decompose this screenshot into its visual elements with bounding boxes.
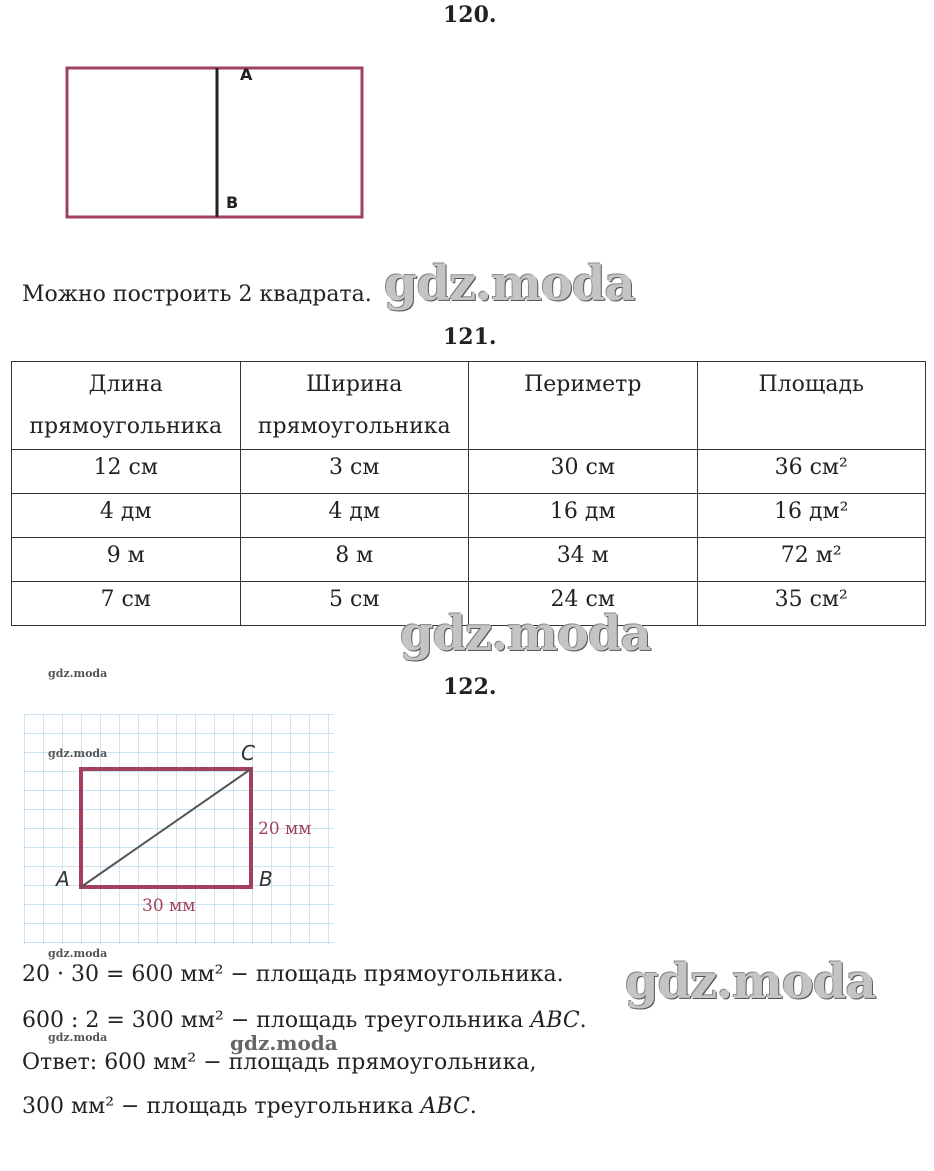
rectangle-outline xyxy=(67,68,362,217)
table-row xyxy=(12,538,926,582)
point-b-label: B xyxy=(226,193,239,212)
table-cell: 34 м xyxy=(469,538,698,582)
table-cell: 36 см² xyxy=(697,450,926,494)
answer-line-1: Ответ: 600 мм² − площадь прямоугольника, xyxy=(22,1050,537,1075)
table-cell: 35 см² xyxy=(697,582,926,626)
table-cell: 30 см xyxy=(469,450,698,494)
table-cell: 4 дм xyxy=(240,494,469,538)
table-cell: 16 дм xyxy=(469,494,698,538)
table-cell: 7 см xyxy=(12,582,241,626)
rectangles-table xyxy=(11,361,926,626)
watermark-2: gdz.moda xyxy=(400,606,651,662)
point-c-label: C xyxy=(241,741,255,765)
table-cell: 72 м² xyxy=(697,538,926,582)
problem-number-120: 120. xyxy=(443,2,497,28)
table-cell: 16 дм² xyxy=(697,494,926,538)
problem-number-121: 121. xyxy=(443,324,497,350)
header-length: Длина прямоугольника xyxy=(12,362,241,450)
watermark-1: gdz.moda xyxy=(384,256,635,312)
point-a-label: A xyxy=(56,867,70,891)
table-row xyxy=(12,494,926,538)
watermark-3: gdz.moda xyxy=(625,954,876,1010)
side-ab-length: 30 мм xyxy=(142,896,196,916)
solution-line-2: 600 : 2 = 300 мм² − площадь треугольника ABC. xyxy=(22,1008,587,1033)
point-a-label: A xyxy=(240,65,253,84)
watermark-small-4: gdz.moda xyxy=(48,1031,108,1044)
watermark-small-1: gdz.moda xyxy=(48,667,108,680)
table-cell: 8 м xyxy=(240,538,469,582)
table-row xyxy=(12,450,926,494)
table-cell: 24 см xyxy=(469,582,698,626)
table-cell: 4 дм xyxy=(12,494,241,538)
answer-line-2: 300 мм² − площадь треугольника ABC. xyxy=(22,1094,477,1119)
header-perimeter: Периметр xyxy=(469,362,698,450)
answer-120: Можно построить 2 квадрата. xyxy=(22,282,372,307)
point-b-label: B xyxy=(259,867,273,891)
solution-line-1: 20 · 30 = 600 мм² − площадь прямоугольника. xyxy=(22,962,564,987)
header-area: Площадь xyxy=(697,362,926,450)
table-header-row xyxy=(12,362,926,450)
table-cell: 3 см xyxy=(240,450,469,494)
watermark-small-2: gdz.moda xyxy=(48,747,108,760)
table-cell: 12 см xyxy=(12,450,241,494)
header-width: Ширина прямоугольника xyxy=(240,362,469,450)
problem-number-122: 122. xyxy=(443,674,497,700)
side-bc-length: 20 мм xyxy=(258,819,312,839)
figure-120 xyxy=(60,60,380,230)
watermark-small-5: gdz.moda xyxy=(230,1031,338,1055)
table-cell: 9 м xyxy=(12,538,241,582)
table-cell: 5 см xyxy=(240,582,469,626)
watermark-small-3: gdz.moda xyxy=(48,947,108,960)
